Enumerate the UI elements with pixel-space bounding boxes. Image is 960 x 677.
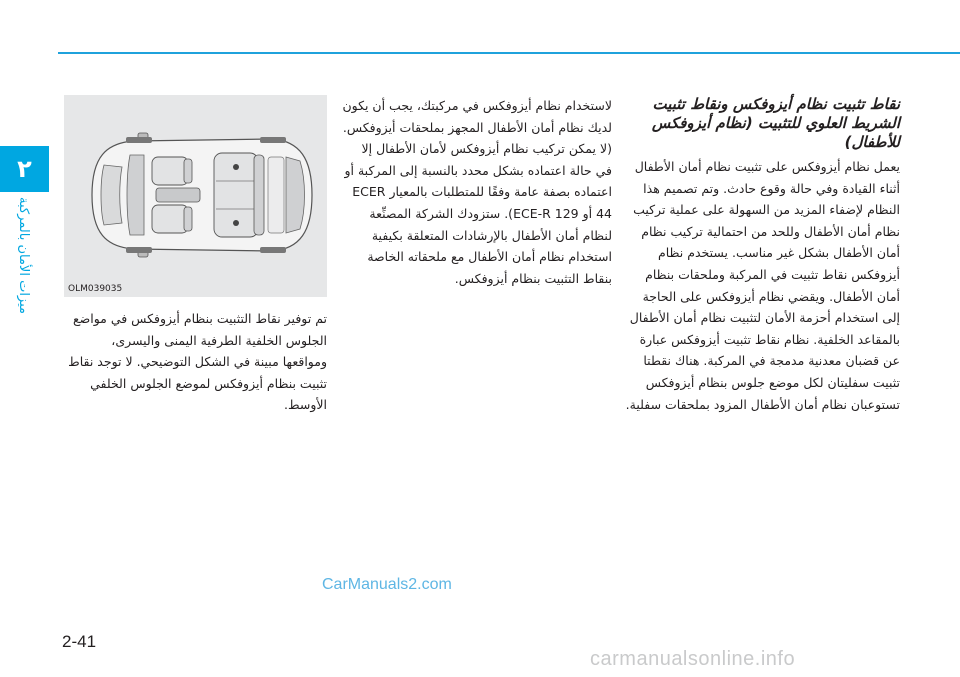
isofix-intro-paragraph: يعمل نظام أيزوفكس على تثبيت نظام أمان الأطفال أثناء القيادة وفي حالة وقوع حادث. وتم تصميم هذا النظام لإضفاء المزيد من السهولة على عملية تركيب نظام أمان الأطفال وللحد من احتمالية تركيب نظام أمان الأطفال بشكل غير مناسب. يستخدم نظام أيزوفكس نقاط تثبيت في المركبة وملحقات بنظام أمان الأطفال. ويقضي نظام أيزوفكس على الحاجة إلى استخدام أحزمة الأمان لتثبيت نظام أمان الأطفال بالمقاعد الخلفية. نظام نقاط تثبيت أيزوفكس عبارة عن قضبان معدنية مدمجة في المركبة. هناك نقطتا تثبيت سفليتان لكل موضع جلوس بنظام أيزوفكس تستوعبان نظام أمان الأطفال المزود بملحقات سفلية. (625, 159, 900, 412)
section-heading: نقاط تثبيت نظام أيزوفكس ونقاط تثبيت الشريط العلوي للتثبيت (نظام أيزوفكس للأطفال) (651, 95, 900, 151)
isofix-usage-paragraph: لاستخدام نظام أيزوفكس في مركبتك، يجب أن يكون لديك نظام أمان الأطفال المجهز بملحقات أيزوفكس. (لا يمكن تركيب نظام أيزوفكس لأمان الأطفال إلا في حالة اعتماده بشكل محدد بالنسبة إلى المركبة أو اعتماده بصفة عامة وفقًا للمتطلبات بالمعيار ECER 44 أو ECE-R 129). ستزودك الشركة المصنِّعة لنظام أمان الأطفال بالإرشادات المتعلقة بكيفية استخدام نظام أمان الأطفال مع ملحقاته الخاصة بنقاط التثبيت بنظام أيزوفكس. (342, 98, 612, 286)
middle-column (342, 95, 612, 289)
chapter-title: ميزات الأمان بالمركبة (15, 196, 31, 314)
vehicle-top-view-illustration (64, 95, 327, 297)
figure-code: OLM039035 (68, 284, 123, 294)
page-number: 2-41 (62, 632, 97, 651)
right-column (625, 95, 900, 415)
figure-caption: تم توفير نقاط التثبيت بنظام أيزوفكس في مواضع الجلوس الخلفية الطرفية اليمنى واليسرى، ومواقعها مبينة في الشكل التوضيحي. لا توجد نقاط تثبيت بنظام أيزوفكس لموضع الجلوس الخلفي الأوسط. (68, 311, 327, 413)
chapter-tab (0, 146, 49, 192)
chapter-title-vertical (3, 196, 43, 314)
site-watermark: CarManuals2.com (322, 576, 452, 593)
footer-watermark: carmanualsonline.info (590, 648, 796, 670)
chapter-number: ٢ (17, 155, 32, 183)
figure-caption-block (64, 308, 327, 416)
header-rule (58, 52, 960, 54)
isofix-location-figure (64, 95, 327, 297)
